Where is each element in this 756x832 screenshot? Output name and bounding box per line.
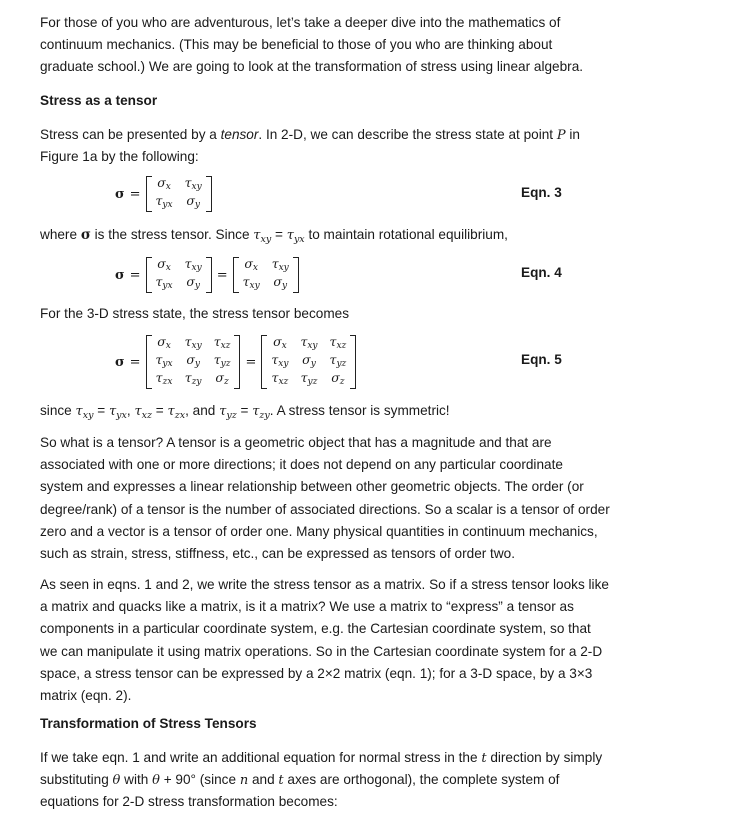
matrix-row xyxy=(265,353,352,371)
matrix-table xyxy=(237,257,295,293)
math-bold-symbol: σ xyxy=(115,186,125,202)
paragraph-line: matrix (eqn. 2). xyxy=(40,688,132,703)
para-transform-2 xyxy=(40,769,559,791)
text-run: equations for 2-D stress transformation becomes: xyxy=(40,794,338,809)
text-run: in xyxy=(565,127,580,142)
equation-5 xyxy=(115,335,356,389)
math-subscript: y xyxy=(194,200,200,210)
matrix-row xyxy=(150,194,208,212)
paragraph-line: space, a stress tensor can be expressed by a 2×2 matrix (eqn. 1); for a 3-D space, by a 3×3 xyxy=(40,665,593,681)
math-subscript: yx xyxy=(293,234,305,245)
math-subscript: yz xyxy=(336,359,347,369)
math-subscript: x xyxy=(281,341,287,351)
text-run: Figure 1a by the following: xyxy=(40,149,199,164)
para-intro-3: graduate school.) We are going to look at the transformation of stress using linear algebra. xyxy=(40,59,584,74)
math-symbol: θ xyxy=(112,773,121,788)
math-subscript: zx xyxy=(162,377,173,387)
matrix-entry: $\tau_{xz}$ xyxy=(329,334,347,351)
math-subscript: y xyxy=(194,359,200,369)
math-subscript: xy xyxy=(191,341,202,351)
matrix xyxy=(261,335,356,389)
math-symbol: θ xyxy=(152,773,160,788)
matrix-entry: $\sigma_y$ xyxy=(302,352,316,369)
math-bold-symbol: σ xyxy=(115,354,125,370)
matrix-entry: $\sigma_z$ xyxy=(215,370,229,387)
math-subscript: xy xyxy=(191,182,202,192)
math-subscript: yx xyxy=(162,281,173,291)
equals-sign: = xyxy=(129,354,141,370)
matrix-entry: $\tau_{xy}$ xyxy=(184,334,202,351)
equals-sign: = xyxy=(129,267,141,283)
text-run: = xyxy=(152,403,168,418)
math-subscript: z xyxy=(223,377,229,387)
math-subscript: xz xyxy=(336,341,347,351)
matrix-entry: $\tau_{yz}$ xyxy=(329,352,347,369)
matrix-entry: $\tau_{xy}$ xyxy=(271,352,289,369)
equals-sign: = xyxy=(245,354,257,370)
matrix-row xyxy=(265,371,352,389)
math-subscript: x xyxy=(165,182,171,192)
matrix-entry: $\tau_{xy}$ xyxy=(300,334,318,351)
text-run: with xyxy=(120,772,153,787)
para-transform-3 xyxy=(40,791,338,812)
matrix-entry: $\tau_{zy}$ xyxy=(184,370,202,387)
para-transform-1 xyxy=(40,747,602,769)
math-subscript: xy xyxy=(82,410,94,421)
math-subscript: xy xyxy=(191,263,202,273)
math-symbol: $\tau_{zx}$ xyxy=(167,404,186,421)
matrix-row xyxy=(150,257,208,275)
matrix-entry: $\tau_{xz}$ xyxy=(271,370,289,387)
math-symbol: $\tau_{yx}$ xyxy=(286,228,305,245)
text-run: For the 3-D stress state, the stress tensor becomes xyxy=(40,306,349,321)
matrix-entry: $\tau_{xz}$ xyxy=(213,334,231,351)
para-where xyxy=(40,224,508,250)
math-subscript: z xyxy=(339,377,345,387)
math-symbol: t xyxy=(481,751,487,766)
equation-4 xyxy=(115,257,299,293)
math-symbol: $\tau_{zy}$ xyxy=(252,404,270,421)
math-subscript: y xyxy=(310,359,316,369)
matrix-entry: $\tau_{yz}$ xyxy=(300,370,318,387)
text-run: = xyxy=(93,403,109,418)
para-intro-1: For those of you who are adventurous, let’s take a deeper dive into the mathematics of xyxy=(40,15,561,30)
math-subscript: yz xyxy=(220,359,231,369)
matrix-entry: $\sigma_z$ xyxy=(331,370,345,387)
heading-transformation: Transformation of Stress Tensors xyxy=(40,716,257,731)
math-bold-symbol: σ xyxy=(80,227,91,243)
para-tensor-1 xyxy=(40,124,580,146)
math-subscript: zy xyxy=(191,377,202,387)
math-symbol: t xyxy=(278,773,284,788)
para-intro-2: continuum mechanics. (This may be beneficial to those of you who are thinking about xyxy=(40,37,553,52)
para-tensor-2 xyxy=(40,146,199,167)
math-subscript: xy xyxy=(249,281,260,291)
matrix-entry: $\sigma_y$ xyxy=(273,274,288,291)
matrix-entry: $\tau_{yx}$ xyxy=(155,193,173,210)
paragraph-line: degree/rank) of a tensor is the number of associated directions. So a scalar is a tensor of order xyxy=(40,501,610,517)
math-bold-symbol: σ xyxy=(115,267,125,283)
math-subscript: zx xyxy=(174,410,186,421)
math-symbol: $\tau_{xz}$ xyxy=(134,404,153,421)
math-subscript: y xyxy=(281,281,288,291)
math-subscript: yx xyxy=(116,410,127,421)
para-3d xyxy=(40,303,349,324)
math-subscript: yz xyxy=(226,410,237,421)
paragraph-line: So what is a tensor? A tensor is a geometric object that has a magnitude and that are xyxy=(40,435,552,450)
matrix xyxy=(233,257,299,293)
matrix-entry: $\sigma_x$ xyxy=(157,334,171,351)
equation-4-label: Eqn. 4 xyxy=(521,265,562,280)
math-subscript: xz xyxy=(141,410,153,421)
matrix-entry: $\sigma_x$ xyxy=(273,334,287,351)
text-run: and xyxy=(248,772,279,787)
matrix-row xyxy=(150,353,237,371)
math-symbol: $\tau_{yx}$ xyxy=(108,404,127,421)
matrix-table xyxy=(150,335,237,389)
math-symbol: n xyxy=(239,773,249,788)
text-run: since xyxy=(40,403,76,418)
matrix-entry: $\sigma_x$ xyxy=(244,256,258,273)
text-run: direction by simply xyxy=(486,750,603,765)
text-run: + 90° (since xyxy=(159,772,240,787)
matrix-row xyxy=(265,335,352,353)
text-run: to maintain rotational equilibrium, xyxy=(304,227,508,242)
math-subscript: yx xyxy=(162,359,173,369)
matrix xyxy=(146,335,241,389)
paragraph-line: zero and a vector is a tensor of order one. Many physical quantities in continuum mechanics, xyxy=(40,523,598,539)
math-subscript: xz xyxy=(278,377,289,387)
math-symbol: P xyxy=(556,128,566,143)
text-run: = xyxy=(271,227,287,242)
math-subscript: xz xyxy=(220,341,231,351)
equation-3-label: Eqn. 3 xyxy=(521,185,562,200)
math-subscript: xy xyxy=(260,234,272,245)
math-subscript: zy xyxy=(259,410,270,421)
math-symbol: $\tau_{xy}$ xyxy=(75,404,94,421)
paragraph-line: components in a particular coordinate system, e.g. the Cartesian coordinate system, so that xyxy=(40,621,591,637)
matrix xyxy=(146,176,212,212)
matrix-table xyxy=(150,176,208,212)
matrix xyxy=(146,257,212,293)
math-subscript: x xyxy=(165,263,171,273)
text-run: is the stress tensor. Since xyxy=(90,227,254,242)
matrix-row xyxy=(150,371,237,389)
text-run: . In 2-D, we can describe the stress state at point xyxy=(258,127,557,142)
math-symbol: $\tau_{yz}$ xyxy=(219,404,237,421)
text-run: = xyxy=(236,403,253,418)
equals-sign: = xyxy=(129,186,141,202)
math-subscript: x xyxy=(165,341,171,351)
equals-sign: = xyxy=(216,267,228,283)
text-run: If we take eqn. 1 and write an additional equation for normal stress in the xyxy=(40,750,482,765)
matrix-entry: $\sigma_y$ xyxy=(186,352,200,369)
text-run: . A stress tensor is symmetric! xyxy=(269,403,450,418)
paragraph-line: such as strain, stress, stiffness, etc., can be expressed as tensors of order two. xyxy=(40,546,515,561)
paragraph-line: a matrix and quacks like a matrix, is it a matrix? We use a matrix to “express” a tensor as xyxy=(40,599,574,615)
text-run: Stress can be presented by a xyxy=(40,127,221,142)
paragraph-line: we can manipulate it using matrix operations. So in the Cartesian coordinate system for a 2-D xyxy=(40,643,603,659)
matrix-row xyxy=(237,257,295,275)
matrix-row xyxy=(150,335,237,353)
text-run: , and xyxy=(185,403,220,418)
paragraph-line: associated with one or more directions; it does not depend on any particular coordinate xyxy=(40,457,563,473)
text-run: where xyxy=(40,227,81,242)
matrix-row xyxy=(237,275,295,293)
math-symbol: $\tau_{xy}$ xyxy=(253,228,272,245)
matrix-entry: $\sigma_y$ xyxy=(186,193,200,210)
math-subscript: yz xyxy=(307,377,318,387)
text-run: , xyxy=(126,403,135,418)
math-subscript: xy xyxy=(278,359,289,369)
matrix-table xyxy=(150,257,208,293)
paragraph-line: As seen in eqns. 1 and 2, we write the stress tensor as a matrix. So if a stress tensor looks like xyxy=(40,577,609,592)
matrix-entry: $\tau_{zx}$ xyxy=(155,370,173,387)
para-symmetric xyxy=(40,400,450,426)
math-subscript: xy xyxy=(278,263,289,273)
matrix-entry: $\sigma_x$ xyxy=(157,256,171,273)
matrix-entry: $\tau_{xy}$ xyxy=(271,256,289,273)
matrix-row xyxy=(150,176,208,194)
equation-3 xyxy=(115,176,212,212)
text-run: substituting xyxy=(40,772,113,787)
matrix-entry: $\tau_{yx}$ xyxy=(155,274,173,291)
matrix-entry: $\tau_{xy}$ xyxy=(242,274,260,291)
math-subscript: y xyxy=(194,281,200,291)
matrix-entry: $\sigma_y$ xyxy=(186,274,200,291)
equation-5-label: Eqn. 5 xyxy=(521,352,562,367)
emphasis-text: tensor xyxy=(220,127,259,142)
math-subscript: x xyxy=(252,263,258,273)
matrix-row xyxy=(150,275,208,293)
heading-stress-as-tensor: Stress as a tensor xyxy=(40,93,158,108)
matrix-entry: $\tau_{yz}$ xyxy=(213,352,231,369)
math-subscript: yx xyxy=(162,200,173,210)
matrix-entry: $\tau_{xy}$ xyxy=(184,175,202,192)
matrix-entry: $\tau_{xy}$ xyxy=(184,256,202,273)
text-run: axes are orthogonal), the complete system of xyxy=(283,772,560,787)
matrix-entry: $\sigma_x$ xyxy=(157,175,171,192)
math-subscript: xy xyxy=(307,341,318,351)
matrix-entry: $\tau_{yx}$ xyxy=(155,352,173,369)
matrix-table xyxy=(265,335,352,389)
paragraph-line: system and expresses a linear relationship between other geometric objects. The order (or xyxy=(40,479,584,495)
